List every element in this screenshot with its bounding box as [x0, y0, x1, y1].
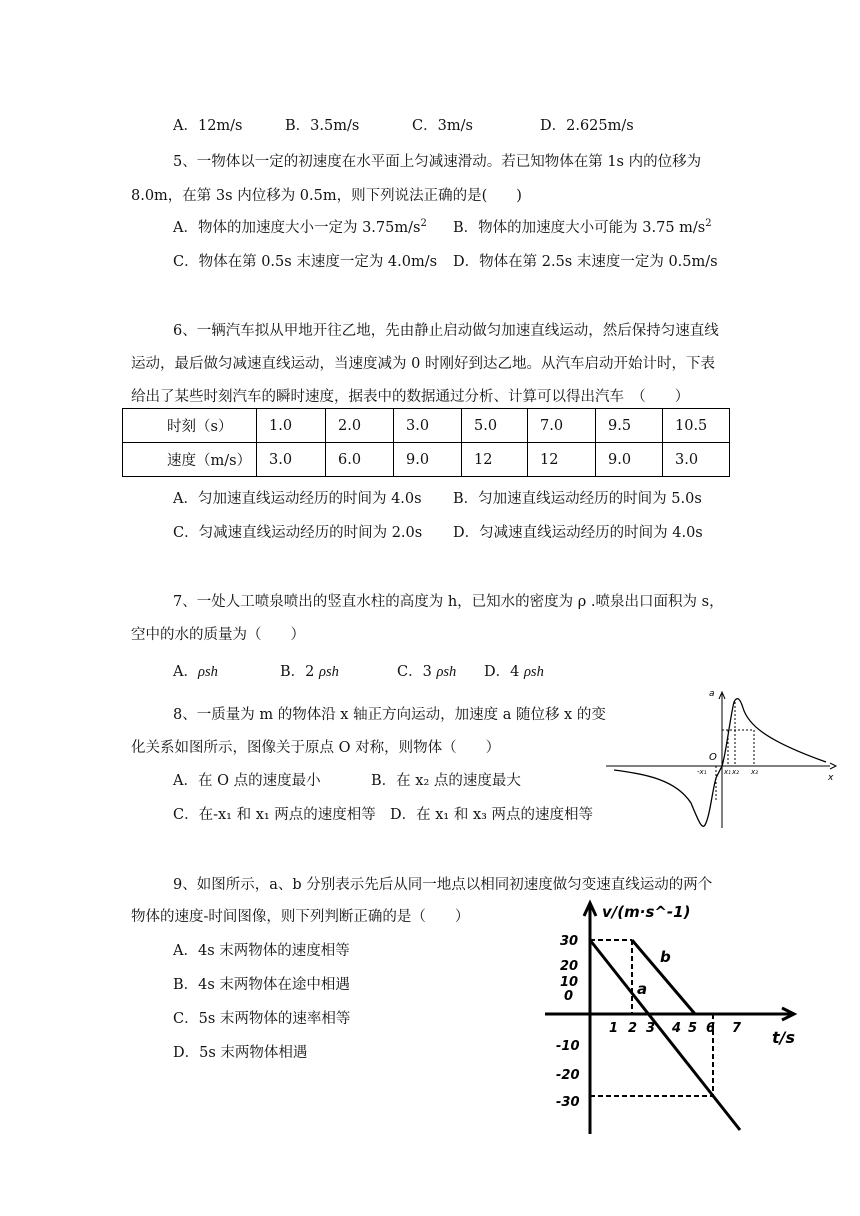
q9-option-c: C．5s 末两物体的速率相等	[173, 1011, 351, 1027]
q6-option-b: B．匀加速直线运动经历的时间为 5.0s	[453, 491, 702, 507]
tick-neg-x1: -x₁	[697, 768, 707, 776]
table-cell: 9.5	[596, 409, 663, 443]
q8-option-c: C．在-x₁ 和 x₁ 两点的速度相等	[173, 807, 376, 823]
q9-stem-line2: 物体的速度-时间图像，则下列判断正确的是（ ）	[131, 909, 470, 925]
x-tick-5: 5	[688, 1021, 698, 1036]
y-tick-20: 20	[560, 959, 579, 974]
q7-option-d: D．4 ρsh	[484, 664, 544, 680]
q9-stem-line1: 9、如图所示，a、b 分别表示先后从同一地点以相同初速度做匀变速直线运动的两个	[173, 877, 713, 893]
q5-stem-line2: 8.0m，在第 3s 内位移为 0.5m，则下列说法正确的是( )	[131, 188, 522, 204]
q4-option-c: C．3m/s	[412, 118, 473, 134]
q9-option-d: D．5s 末两物体相遇	[173, 1045, 308, 1061]
q9-option-a: A．4s 末两物体的速度相等	[173, 943, 350, 959]
table-cell: 6.0	[326, 443, 394, 477]
table-cell: 9.0	[394, 443, 462, 477]
table-cell: 7.0	[528, 409, 596, 443]
x-tick-7: 7	[732, 1021, 742, 1036]
tick-x3: x₃	[751, 768, 758, 776]
q8-option-a: A．在 O 点的速度最小	[173, 773, 321, 789]
q8-option-b: B．在 x₂ 点的速度最大	[371, 773, 521, 789]
q8-stem-line1: 8、一质量为 m 的物体沿 x 轴正方向运动，加速度 a 随位移 x 的变	[173, 707, 606, 723]
q5-option-d: D．物体在第 2.5s 末速度一定为 0.5m/s	[453, 254, 718, 270]
table-cell: 1.0	[257, 409, 326, 443]
q7-option-b: B．2 ρsh	[280, 664, 339, 680]
table-cell: 10.5	[663, 409, 730, 443]
t-axis-label: t/s	[772, 1028, 796, 1047]
q6-data-table	[122, 408, 730, 477]
y-tick-neg30: -30	[556, 1095, 580, 1110]
x-tick-2: 2	[628, 1021, 638, 1036]
x-axis-arrow	[830, 763, 836, 769]
q4-option-d: D．2.625m/s	[540, 118, 634, 134]
table-cell: 3.0	[663, 443, 730, 477]
velocity-time-graph	[540, 898, 810, 1138]
x-tick-6: 6	[706, 1021, 716, 1036]
tick-x2: x₂	[732, 768, 739, 776]
acceleration-curve	[614, 699, 826, 827]
line-a-label: a	[637, 980, 648, 998]
origin-label: O	[709, 752, 717, 763]
q5-option-a: A．物体的加速度大小一定为 $3.75m/s^2$	[173, 218, 427, 236]
q6-stem-line3: 给出了某些时刻汽车的瞬时速度，据表中的数据通过分析、计算可以得出汽车 （ ）	[131, 389, 690, 405]
table-row-speed	[123, 443, 730, 477]
y-tick-neg10: -10	[556, 1039, 580, 1054]
q7-option-a: A．ρsh	[173, 664, 218, 680]
v-axis-label: v/(m·s^-1)	[602, 903, 691, 921]
table-cell: 9.0	[596, 443, 663, 477]
tick-x1: x₁	[724, 768, 731, 776]
table-cell: 2.0	[326, 409, 394, 443]
y-tick-10: 10	[560, 975, 579, 990]
q4-option-b: B．3.5m/s	[285, 118, 360, 134]
acceleration-displacement-graph	[606, 688, 840, 832]
q5-option-c: C．物体在第 0.5s 末速度一定为 4.0m/s	[173, 254, 438, 270]
table-cell: 3.0	[394, 409, 462, 443]
y-tick-30: 30	[560, 934, 579, 949]
y-tick-0: 0	[564, 989, 574, 1004]
x-tick-3: 3	[646, 1021, 656, 1036]
x-tick-1: 1	[609, 1021, 619, 1036]
q6-stem-line2: 运动，最后做匀减速直线运动，当速度减为 0 时刚好到达乙地。从汽车启动开始计时，下表	[131, 356, 715, 372]
table-cell: 12	[462, 443, 528, 477]
table-cell: 3.0	[257, 443, 326, 477]
x-axis-label: x	[828, 773, 834, 783]
y-axis-label: a	[709, 689, 715, 699]
q6-option-a: A．匀加速直线运动经历的时间为 4.0s	[173, 491, 422, 507]
table-header-time: 时刻（s）	[123, 409, 257, 443]
q5-option-b: B．物体的加速度大小可能为 3.75 $m/s^2$	[453, 218, 712, 236]
q6-option-c: C．匀减速直线运动经历的时间为 2.0s	[173, 525, 423, 541]
table-row-time	[123, 409, 730, 443]
q8-option-d: D．在 x₁ 和 x₃ 两点的速度相等	[390, 807, 594, 823]
x-tick-4: 4	[672, 1021, 682, 1036]
q8-stem-line2: 化关系如图所示，图像关于原点 O 对称，则物体（ ）	[131, 740, 501, 756]
table-cell: 12	[528, 443, 596, 477]
q6-option-d: D．匀减速直线运动经历的时间为 4.0s	[453, 525, 703, 541]
table-cell: 5.0	[462, 409, 528, 443]
y-tick-neg20: -20	[556, 1068, 580, 1083]
q5-stem-line1: 5、一物体以一定的初速度在水平面上匀减速滑动。若已知物体在第 1s 内的位移为	[173, 154, 702, 170]
q6-stem-line1: 6、一辆汽车拟从甲地开往乙地，先由静止启动做匀加速直线运动，然后保持匀速直线	[173, 323, 719, 339]
q7-stem-line2: 空中的水的质量为（ ）	[131, 627, 305, 643]
line-b-label: b	[660, 948, 671, 966]
q7-stem-line1: 7、一处人工喷泉喷出的竖直水柱的高度为 h，已知水的密度为 ρ .喷泉出口面积为 s，	[173, 594, 724, 610]
q7-option-c: C．3 ρsh	[397, 664, 457, 680]
q9-option-b: B．4s 末两物体在途中相遇	[173, 977, 350, 993]
table-header-speed: 速度（m/s）	[123, 443, 257, 477]
q4-option-a: A．12m/s	[173, 118, 243, 134]
